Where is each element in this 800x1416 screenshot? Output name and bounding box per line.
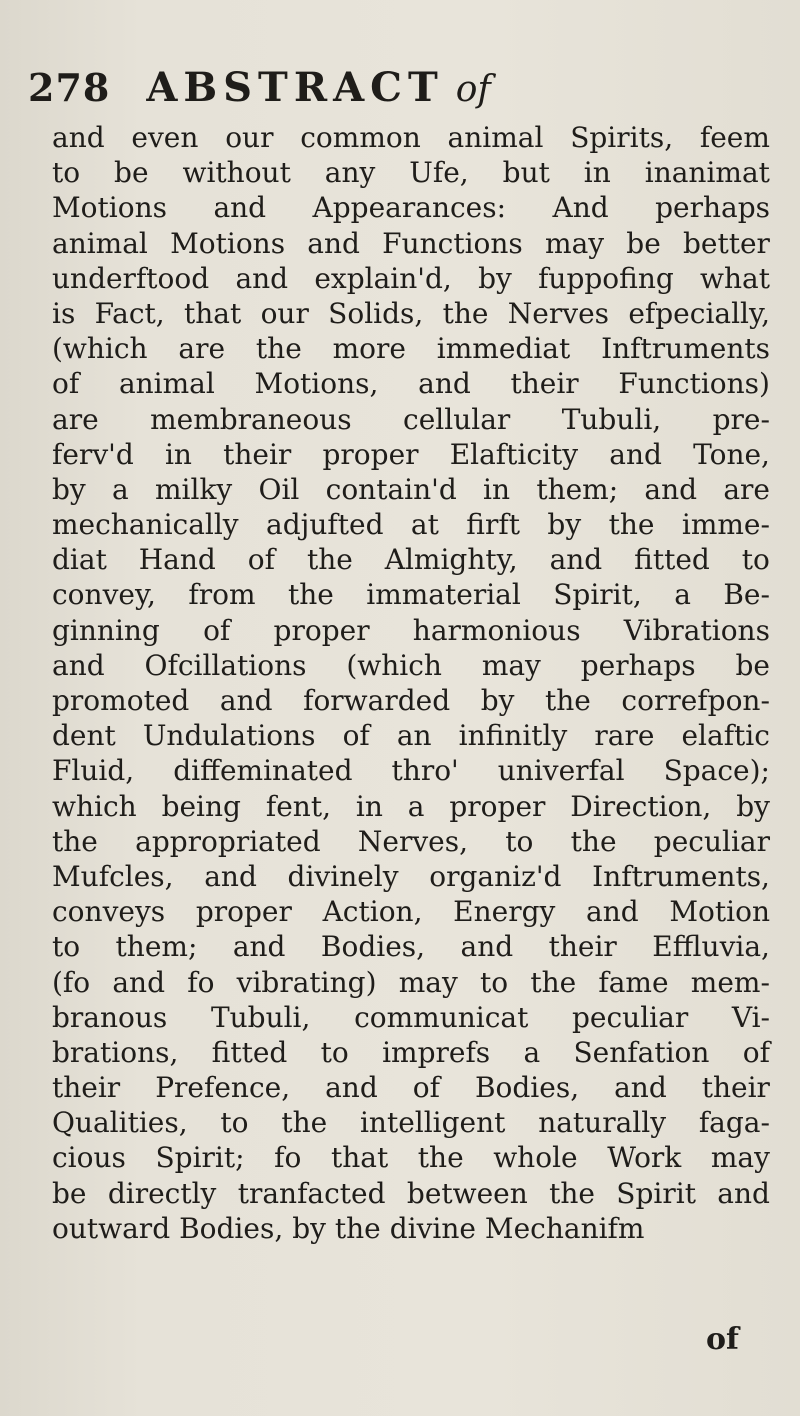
text-word: Appearances: — [312, 191, 507, 225]
text-word: dent — [52, 719, 116, 753]
text-line — [52, 120, 770, 155]
text-word: by — [478, 261, 512, 295]
text-word: rare — [594, 719, 655, 753]
text-word: Functions — [382, 226, 523, 260]
text-word: diffeminated — [173, 754, 353, 788]
text-word: Effluvia, — [652, 930, 770, 964]
text-line — [52, 190, 770, 225]
text-word: which — [52, 789, 137, 823]
text-word: Action, — [322, 895, 423, 929]
text-word: intelligent — [359, 1106, 506, 1140]
text-word: Fluid, — [52, 754, 135, 788]
text-word: and — [307, 226, 360, 260]
text-word: proper — [195, 895, 292, 929]
text-word: is — [52, 296, 76, 330]
text-word: our — [225, 121, 274, 154]
text-word: diat — [52, 543, 107, 577]
text-word: their — [548, 930, 617, 964]
text-word: Be- — [723, 578, 770, 612]
text-word: them; — [536, 472, 619, 506]
text-word: are — [723, 472, 770, 506]
text-word: Spirits, — [570, 121, 674, 154]
text-word: animal — [118, 367, 215, 401]
text-line — [52, 859, 770, 894]
text-line — [52, 965, 770, 1000]
text-word: may — [481, 648, 541, 682]
text-word: that — [330, 1141, 389, 1175]
text-word: Hand — [138, 543, 216, 577]
text-word: Nerves — [507, 296, 610, 330]
text-word: Qualities, — [52, 1106, 188, 1140]
text-word: to — [320, 1035, 349, 1069]
text-word: their — [52, 1071, 121, 1105]
text-word: be — [114, 156, 149, 190]
text-word: cellular — [403, 402, 511, 436]
text-word: may — [545, 226, 605, 260]
text-word: an — [396, 719, 432, 753]
text-word: Bodies, — [474, 1071, 580, 1105]
text-word: and — [204, 859, 257, 893]
text-line — [52, 366, 770, 401]
text-word: convey, — [52, 578, 156, 612]
text-word: what — [700, 261, 770, 295]
text-word: Space); — [663, 754, 770, 788]
text-line — [52, 929, 770, 964]
text-word: appropriated — [135, 824, 321, 858]
text-word: organiz'd — [429, 859, 562, 893]
text-word: the — [52, 824, 98, 858]
text-word: any — [324, 156, 376, 190]
text-word: Ufe, — [409, 156, 469, 190]
text-word: may — [398, 965, 458, 999]
text-line — [52, 648, 770, 683]
text-word: fo — [274, 1141, 302, 1175]
text-word: the — [334, 1211, 381, 1245]
text-word: fent, — [265, 789, 331, 823]
text-word: Fact, — [94, 296, 165, 330]
catchword: of — [706, 1322, 739, 1357]
text-word: at — [410, 508, 439, 542]
text-word: vibrating) — [236, 965, 377, 999]
text-word: efpecially, — [628, 296, 770, 330]
text-word: and — [644, 472, 698, 506]
text-word: ferv'd — [52, 437, 134, 471]
text-line — [52, 472, 770, 507]
text-word: proper — [322, 437, 419, 471]
text-word: of — [203, 613, 231, 647]
text-word: of — [742, 1035, 770, 1069]
text-line — [52, 296, 770, 331]
text-word: to — [52, 156, 81, 190]
text-word: Motion — [669, 895, 770, 929]
text-word: branous — [52, 1000, 168, 1034]
text-word: mechanically — [52, 508, 239, 542]
text-word: correfpon- — [621, 684, 770, 717]
text-word: fitted — [211, 1035, 288, 1069]
text-word: whole — [493, 1141, 578, 1175]
text-line — [52, 261, 770, 296]
text-word: Inftruments, — [592, 859, 770, 893]
text-line — [52, 789, 770, 824]
running-title-of: of — [455, 69, 491, 110]
text-word: and — [460, 930, 514, 964]
text-word: by — [736, 789, 770, 823]
text-word: the — [545, 684, 591, 717]
text-word: ginning — [52, 613, 160, 647]
text-word: outward — [52, 1211, 171, 1245]
text-word: from — [188, 578, 256, 612]
text-line — [52, 402, 770, 437]
text-word: communicat — [354, 1000, 529, 1034]
text-word: to — [741, 543, 770, 577]
page-header — [28, 64, 491, 112]
text-word: the — [549, 1176, 595, 1210]
text-line — [52, 894, 770, 929]
text-word: of — [412, 1071, 440, 1105]
text-word: them; — [115, 930, 198, 964]
text-line — [52, 683, 770, 718]
text-word: and — [213, 191, 267, 225]
text-line — [52, 1000, 770, 1035]
text-word: Senfation — [573, 1035, 710, 1069]
text-line — [52, 437, 770, 472]
text-word: Undulations — [142, 719, 316, 753]
text-word: mem- — [690, 965, 770, 999]
text-word: cious — [52, 1141, 126, 1175]
text-word: adjufted — [266, 508, 384, 542]
text-line — [52, 226, 770, 261]
text-word: contain'd — [325, 472, 457, 506]
text-word: Tubuli, — [210, 1000, 311, 1034]
text-word: Tone, — [693, 437, 770, 471]
text-word: univerfal — [497, 754, 625, 788]
text-word: fitted — [634, 543, 710, 577]
text-word: inanimat — [644, 156, 770, 190]
text-word: Oil — [258, 472, 300, 506]
text-word: Spirit — [616, 1176, 696, 1210]
text-line — [52, 507, 770, 542]
text-word: but — [502, 156, 550, 190]
text-word: conveys — [52, 895, 166, 929]
text-word: Bodies, — [320, 930, 426, 964]
text-word: (which — [346, 648, 442, 682]
text-word: fo — [187, 965, 215, 999]
text-word: perhaps — [580, 648, 696, 682]
text-word: membraneous — [150, 402, 352, 436]
text-word: and — [717, 1176, 770, 1210]
text-word: to — [220, 1106, 249, 1140]
running-title: ABSTRACT — [146, 64, 444, 111]
text-word: milky — [154, 472, 233, 506]
text-word: (fo — [52, 965, 91, 999]
text-word: tranfacted — [237, 1176, 386, 1210]
text-word: to — [505, 824, 534, 858]
text-word: forwarded — [303, 684, 451, 717]
text-word: elaftic — [681, 719, 770, 753]
text-word: and — [609, 437, 662, 471]
text-word: imme- — [681, 508, 770, 542]
text-word: and — [614, 1071, 667, 1105]
text-word: the — [570, 824, 617, 858]
text-word: their — [223, 437, 292, 471]
text-word: and — [52, 121, 105, 154]
text-word: animal — [52, 226, 148, 260]
text-word: Energy — [453, 895, 556, 929]
text-word: Spirit; — [155, 1141, 245, 1175]
text-line — [52, 824, 770, 859]
text-line — [52, 331, 770, 366]
text-line — [52, 155, 770, 190]
text-line — [52, 718, 770, 753]
text-word: Functions) — [618, 367, 770, 401]
text-word: immediat — [436, 332, 571, 366]
text-word: are — [52, 402, 99, 436]
text-word: and — [418, 367, 471, 401]
text-word: Work — [607, 1141, 682, 1175]
text-line — [52, 1176, 770, 1211]
text-word: by — [547, 508, 582, 542]
text-word: pre- — [712, 402, 770, 436]
text-word: in — [355, 789, 383, 823]
text-word: by — [292, 1211, 326, 1245]
text-word: their — [701, 1071, 770, 1105]
text-word: Direction, — [570, 789, 712, 823]
text-word: brations, — [52, 1035, 179, 1069]
text-line — [52, 542, 770, 577]
text-line — [52, 1211, 770, 1246]
text-word: Spirit, — [553, 578, 642, 612]
text-word: animal — [447, 121, 544, 154]
text-word: And — [552, 191, 609, 225]
text-word: that — [184, 296, 242, 330]
text-word: naturally — [538, 1106, 667, 1140]
text-word: and — [219, 684, 273, 717]
text-word: Prefence, — [155, 1071, 291, 1105]
text-word: divinely — [287, 859, 399, 893]
text-word: be — [626, 226, 661, 260]
text-word: perhaps — [655, 191, 770, 225]
text-word: to — [52, 930, 81, 964]
text-word: explain'd, — [314, 261, 452, 295]
text-word: the — [306, 543, 353, 577]
page-number: 278 — [28, 65, 111, 110]
text-word: and — [586, 895, 639, 929]
text-word: of — [247, 543, 276, 577]
text-word: the — [281, 1106, 328, 1140]
text-word: even — [131, 121, 199, 154]
text-word: Motions — [52, 191, 167, 225]
text-word: underftood — [52, 261, 210, 295]
text-word: and — [232, 930, 286, 964]
text-word: may — [710, 1141, 770, 1175]
text-word: fuppofing — [538, 261, 674, 295]
text-word: the — [442, 296, 489, 330]
text-line — [52, 1035, 770, 1070]
text-word: in — [583, 156, 611, 190]
text-word: infinitly — [458, 719, 568, 753]
text-word: Ofcillations — [144, 648, 307, 682]
text-word: in — [483, 472, 511, 506]
text-word: firft — [466, 508, 520, 542]
text-word: a — [407, 789, 425, 823]
text-word: are — [178, 332, 226, 366]
text-word: and — [325, 1071, 378, 1105]
text-word: promoted — [52, 684, 190, 717]
text-word: without — [182, 156, 291, 190]
text-word: peculiar — [572, 1000, 689, 1034]
text-word: a — [674, 578, 691, 612]
text-line — [52, 1105, 770, 1140]
text-word: a — [523, 1035, 541, 1069]
text-word: the — [417, 1141, 464, 1175]
text-word: their — [510, 367, 579, 401]
text-word: to — [480, 965, 509, 999]
text-word: and — [52, 648, 105, 682]
text-word: and — [549, 543, 603, 577]
text-word: Bodies, — [179, 1211, 284, 1245]
text-word: Motions, — [254, 367, 379, 401]
text-word: by — [52, 472, 86, 506]
text-word: Solids, — [328, 296, 424, 330]
text-line — [52, 753, 770, 788]
text-word: fame — [598, 965, 669, 999]
text-word: the — [255, 332, 302, 366]
text-word: the — [287, 578, 334, 612]
text-word: Vi- — [731, 1000, 770, 1034]
text-word: the — [530, 965, 577, 999]
text-word: Elafticity — [449, 437, 579, 471]
text-word: be — [52, 1176, 87, 1210]
text-word: Nerves, — [357, 824, 469, 858]
text-word: divine — [389, 1211, 476, 1245]
text-word: peculiar — [653, 824, 770, 858]
text-word: Mechanifm — [484, 1211, 645, 1245]
text-word: proper — [449, 789, 546, 823]
text-word: Mufcles, — [52, 859, 174, 893]
text-word: being — [161, 789, 241, 823]
text-word: of — [342, 719, 370, 753]
text-word: proper — [273, 613, 370, 647]
text-word: (which — [52, 332, 148, 366]
text-word: common — [300, 121, 421, 154]
text-word: directly — [107, 1176, 217, 1210]
text-line — [52, 1140, 770, 1175]
text-line — [52, 577, 770, 612]
text-word: Vibrations — [623, 613, 770, 647]
text-word: immaterial — [366, 578, 521, 612]
text-word: Almighty, — [384, 543, 518, 577]
text-word: between — [406, 1176, 528, 1210]
text-word: be — [735, 648, 770, 682]
text-word: of — [52, 367, 80, 401]
text-line — [52, 613, 770, 648]
text-word: and — [235, 261, 289, 295]
text-word: harmonious — [412, 613, 581, 647]
text-word: our — [260, 296, 309, 330]
text-word: Motions — [170, 226, 286, 260]
text-word: in — [164, 437, 192, 471]
text-word: by — [480, 684, 515, 717]
body-text — [52, 120, 770, 1246]
text-word: better — [682, 226, 770, 260]
text-word: the — [608, 508, 655, 542]
text-word: thro' — [391, 754, 459, 788]
text-word: faga- — [698, 1106, 770, 1140]
text-word: imprefs — [382, 1035, 491, 1069]
text-word: more — [332, 332, 406, 366]
text-word: a — [112, 472, 129, 506]
text-line — [52, 1070, 770, 1105]
text-word: Inftruments — [601, 332, 770, 366]
text-word: and — [112, 965, 166, 999]
text-word: Tubuli, — [561, 402, 662, 436]
text-word: feem — [699, 121, 770, 154]
